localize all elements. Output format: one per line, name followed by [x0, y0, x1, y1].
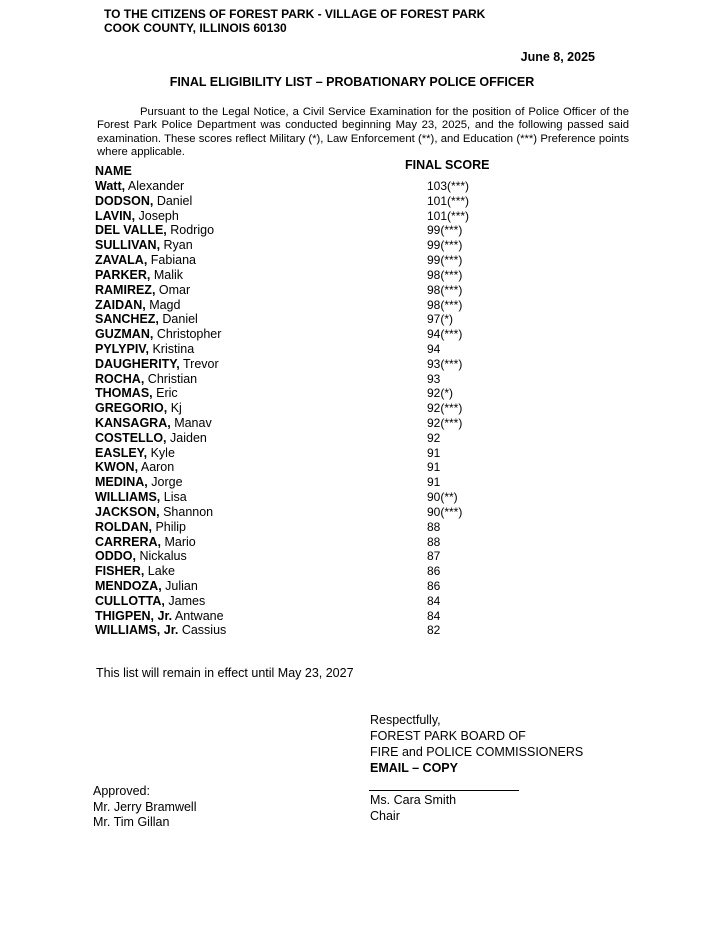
candidate-score: 90(**): [427, 490, 458, 505]
candidate-row: [95, 253, 495, 268]
candidate-first-name: James: [168, 593, 206, 608]
candidate-score: 94(***): [427, 327, 463, 342]
board-name-line-2: FIRE and POLICE COMMISSIONERS: [370, 745, 584, 759]
candidate-row: [95, 460, 495, 475]
candidate-name: [95, 431, 207, 446]
candidate-row: [95, 446, 495, 461]
candidate-last-name: DODSON,: [95, 193, 154, 208]
candidate-name: [95, 490, 187, 505]
candidate-row: [95, 549, 495, 564]
candidate-score: 84: [427, 593, 441, 608]
candidate-score: 99(***): [427, 223, 463, 238]
candidate-score: 84: [427, 608, 441, 623]
list-validity-note: This list will remain in effect until May 23, 2027: [96, 666, 354, 680]
candidate-first-name: Jaiden: [170, 430, 207, 445]
candidate-last-name: DAUGHERITY,: [95, 356, 180, 371]
candidate-first-name: Malik: [153, 267, 183, 282]
candidate-first-name: Magd: [149, 297, 181, 312]
candidate-first-name: Lisa: [163, 490, 187, 505]
candidate-first-name: Christopher: [156, 327, 222, 342]
candidate-score: 86: [427, 564, 441, 579]
candidate-name: [95, 327, 221, 342]
candidate-row: [95, 490, 495, 505]
candidate-first-name: Lake: [147, 564, 175, 579]
candidate-first-name: Aaron: [140, 460, 175, 475]
candidate-list: [95, 179, 495, 638]
candidate-last-name: FISHER,: [95, 564, 145, 579]
candidate-first-name: Ryan: [163, 238, 193, 253]
candidate-score: 90(***): [427, 504, 463, 519]
candidate-last-name: COSTELLO,: [95, 430, 167, 445]
candidate-last-name: JACKSON,: [95, 504, 160, 519]
candidate-score: 88: [427, 534, 441, 549]
candidate-row: [95, 416, 495, 431]
candidate-name: [95, 298, 180, 313]
candidate-score: 92(***): [427, 401, 463, 416]
approver-2: Mr. Tim Gillan: [93, 815, 170, 829]
candidate-score: 103(***): [427, 179, 470, 193]
candidate-score: 88: [427, 519, 441, 534]
candidate-row: [95, 386, 495, 401]
header-line-2: COOK COUNTY, ILLINOIS 60130: [104, 21, 287, 35]
candidate-last-name: RAMIREZ,: [95, 282, 156, 297]
candidate-row: [95, 312, 495, 327]
candidate-row: [95, 401, 495, 416]
candidate-name: [95, 342, 194, 357]
candidate-score: 87: [427, 549, 441, 564]
signer-title: Chair: [370, 809, 400, 823]
signer-name: Ms. Cara Smith: [370, 793, 457, 807]
candidate-first-name: Manav: [174, 416, 212, 430]
candidate-name: [95, 312, 198, 327]
candidate-name: [95, 372, 197, 387]
candidate-last-name: ZAVALA,: [95, 253, 148, 268]
candidate-first-name: Antwane: [174, 608, 224, 623]
candidate-first-name: Kyle: [150, 445, 175, 460]
candidate-name: [95, 579, 198, 594]
candidate-score: 99(***): [427, 238, 463, 253]
candidate-score: 101(***): [427, 193, 470, 208]
candidate-score: 98(***): [427, 297, 463, 312]
candidate-last-name: CARRERA,: [95, 534, 161, 549]
candidate-name: [95, 505, 213, 520]
board-name-line-1: FOREST PARK BOARD OF: [370, 729, 526, 743]
candidate-last-name: LAVIN,: [95, 208, 136, 223]
candidate-row: [95, 238, 495, 253]
email-copy-label: EMAIL – COPY: [370, 761, 458, 775]
candidate-name: [95, 416, 212, 431]
candidate-row: [95, 327, 495, 342]
signer-block: [370, 792, 456, 824]
candidate-score: 93: [427, 371, 441, 386]
candidate-row: [95, 298, 495, 313]
candidate-score: 91: [427, 475, 441, 490]
name-column-header: NAME: [95, 164, 132, 178]
candidate-row: [95, 342, 495, 357]
candidate-row: [95, 609, 495, 624]
candidate-score: 97(*): [427, 312, 454, 327]
candidate-row: [95, 579, 495, 594]
candidate-last-name: SULLIVAN,: [95, 238, 161, 253]
intro-paragraph: [97, 106, 629, 159]
candidate-last-name: THIGPEN, Jr.: [95, 608, 173, 623]
candidate-last-name: GREGORIO,: [95, 401, 168, 416]
candidate-first-name: Kristina: [152, 341, 195, 356]
candidate-last-name: WILLIAMS, Jr.: [95, 623, 179, 638]
candidate-last-name: MEDINA,: [95, 475, 148, 490]
candidate-last-name: CULLOTTA,: [95, 593, 165, 608]
candidate-last-name: PYLYPIV,: [95, 341, 149, 356]
candidate-row: [95, 179, 495, 194]
candidate-name: [95, 475, 183, 490]
candidate-score: 86: [427, 578, 441, 593]
candidate-name: [95, 609, 224, 624]
candidate-first-name: Philip: [155, 519, 187, 534]
candidate-first-name: Eric: [156, 386, 178, 401]
candidate-row: [95, 194, 495, 209]
candidate-first-name: Daniel: [162, 312, 198, 327]
candidate-last-name: PARKER,: [95, 267, 151, 282]
candidate-row: [95, 535, 495, 550]
candidate-name: [95, 268, 183, 283]
candidate-last-name: DEL VALLE,: [95, 223, 167, 238]
candidate-last-name: ROCHA,: [95, 371, 145, 386]
candidate-first-name: Nickalus: [139, 549, 187, 564]
candidate-name: [95, 460, 174, 475]
candidate-row: [95, 623, 495, 638]
candidate-name: [95, 401, 182, 416]
candidate-first-name: Joseph: [138, 208, 179, 223]
candidate-last-name: ZAIDAN,: [95, 297, 146, 312]
candidate-row: [95, 505, 495, 520]
candidate-score: 98(***): [427, 282, 463, 297]
candidate-last-name: GUZMAN,: [95, 327, 154, 342]
candidate-name: [95, 594, 205, 609]
candidate-first-name: Kj: [170, 401, 182, 416]
candidate-first-name: Mario: [164, 534, 196, 549]
candidate-first-name: Daniel: [156, 193, 193, 208]
candidate-score: 101(***): [427, 208, 470, 223]
candidate-first-name: Cassius: [181, 623, 227, 638]
candidate-row: [95, 520, 495, 535]
candidate-last-name: SANCHEZ,: [95, 312, 159, 327]
intro-text: Pursuant to the Legal Notice, a Civil Service Examination for the position of Police Officer of the Forest Park Police Department was conducted beginning May 23, 2025, and the following passed said examination. These scores reflect Military (*), Law Enforcement (**), and Education (***) Preference points where applicable.: [97, 106, 629, 158]
closing: Respectfully,: [370, 713, 441, 727]
candidate-name: [95, 179, 184, 194]
approval-block: [93, 784, 196, 831]
candidate-name: [95, 253, 196, 268]
candidate-name: [95, 238, 193, 253]
candidate-row: [95, 209, 495, 224]
candidate-first-name: Jorge: [151, 475, 183, 490]
approved-label: Approved:: [93, 784, 150, 798]
candidate-name: [95, 535, 196, 550]
document-title: FINAL ELIGIBILITY LIST – PROBATIONARY POLICE OFFICER: [169, 75, 535, 89]
candidate-first-name: Alexander: [127, 179, 185, 193]
candidate-first-name: Rodrigo: [170, 223, 215, 238]
candidate-last-name: ROLDAN,: [95, 519, 152, 534]
candidate-last-name: ODDO,: [95, 549, 136, 564]
candidate-last-name: THOMAS,: [95, 386, 153, 401]
candidate-first-name: Christian: [147, 371, 198, 386]
candidate-first-name: Trevor: [182, 356, 219, 371]
candidate-name: [95, 194, 192, 209]
candidate-first-name: Fabiana: [150, 253, 196, 268]
candidate-score: 99(***): [427, 253, 463, 268]
candidate-score: 92(*): [427, 386, 454, 401]
candidate-name: [95, 223, 214, 238]
candidate-row: [95, 283, 495, 298]
candidate-first-name: Shannon: [163, 504, 214, 519]
candidate-last-name: KANSAGRA,: [95, 416, 171, 430]
candidate-score: 91: [427, 460, 441, 475]
candidate-row: [95, 223, 495, 238]
candidate-name: [95, 283, 190, 298]
candidate-name: [95, 357, 219, 372]
document-header: [104, 7, 485, 35]
signature-block: [370, 712, 583, 776]
candidate-score: 92(***): [427, 416, 463, 430]
candidate-score: 82: [427, 623, 441, 638]
candidate-score: 92: [427, 430, 441, 445]
candidate-row: [95, 475, 495, 490]
candidate-score: 91: [427, 445, 441, 460]
document-date: June 8, 2025: [520, 50, 595, 64]
candidate-row: [95, 268, 495, 283]
candidate-row: [95, 357, 495, 372]
candidate-last-name: WILLIAMS,: [95, 490, 161, 505]
candidate-name: [95, 549, 187, 564]
candidate-first-name: Omar: [158, 282, 191, 297]
candidate-name: [95, 446, 175, 461]
score-column-header: FINAL SCORE: [405, 158, 490, 172]
candidate-row: [95, 564, 495, 579]
candidate-row: [95, 372, 495, 387]
candidate-first-name: Julian: [165, 578, 198, 593]
approver-1: Mr. Jerry Bramwell: [93, 799, 197, 814]
candidate-last-name: EASLEY,: [95, 445, 148, 460]
candidate-row: [95, 594, 495, 609]
candidate-name: [95, 520, 186, 535]
candidate-name: [95, 564, 175, 579]
candidate-last-name: KWON,: [95, 460, 139, 475]
header-line-1: TO THE CITIZENS OF FOREST PARK - VILLAGE OF FOREST PARK: [104, 7, 486, 21]
signature-line: [369, 790, 519, 791]
candidate-row: [95, 431, 495, 446]
candidate-score: 98(***): [427, 267, 463, 282]
candidate-last-name: Watt,: [95, 179, 126, 193]
candidate-name: [95, 623, 226, 638]
candidate-name: [95, 209, 179, 224]
candidate-last-name: MENDOZA,: [95, 578, 162, 593]
candidate-name: [95, 386, 178, 401]
candidate-score: 94: [427, 341, 441, 356]
candidate-score: 93(***): [427, 356, 463, 371]
